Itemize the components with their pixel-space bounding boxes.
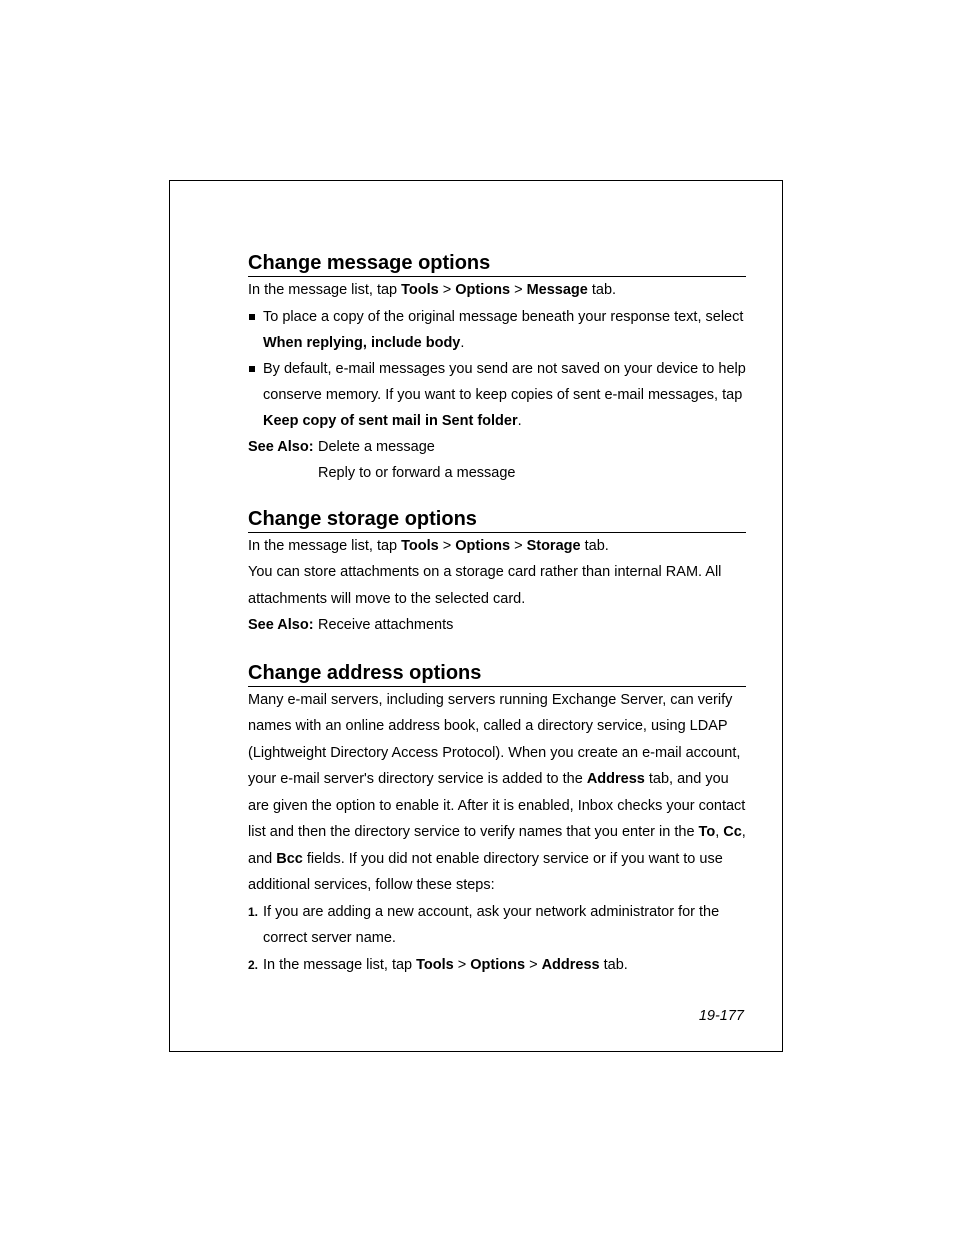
bullet-item: [248, 304, 746, 356]
storage-tab-label: Storage: [526, 537, 581, 554]
cc-label: Cc: [723, 824, 742, 840]
intro-text: In the message list, tap: [248, 537, 402, 554]
options-label: Options: [455, 282, 511, 298]
page-number: 19-177: [698, 1008, 744, 1024]
section-storage-options: [248, 506, 746, 639]
message-tab-label: Message: [526, 282, 588, 298]
see-also-link-reply-forward[interactable]: Reply to or forward a message: [318, 465, 516, 481]
tools-label: Tools: [416, 956, 454, 973]
see-also: [248, 434, 746, 487]
options-label: Options: [455, 537, 511, 554]
section-title-address-options: Change address options: [248, 660, 746, 687]
paragraph-text: Many e-mail servers, including servers running Exchange Server, can verify names with an online address book, called a directory service, using LDAP (Lightweight Directory Access Protocol). When you create an e-mail account, your e-mail server's directory service is added to the: [248, 691, 741, 787]
see-also-link-receive-attachments[interactable]: Receive attachments: [318, 617, 454, 633]
intro-text: In the message list, tap: [248, 282, 402, 298]
message-options-intro: [248, 277, 746, 304]
separator: >: [453, 956, 471, 973]
step-end: tab.: [599, 956, 628, 973]
step-text: In the message list, tap: [263, 956, 417, 973]
step-number: 1.: [248, 904, 259, 919]
step-number: 2.: [248, 957, 259, 972]
bullet-end: .: [517, 412, 522, 429]
see-also-links: [318, 612, 746, 639]
section-address-options: [248, 660, 746, 979]
separator: >: [510, 282, 527, 298]
bullet-bold-text: When replying, include body: [263, 334, 461, 351]
page-content: [248, 250, 746, 978]
step-item: [248, 952, 746, 979]
options-label: Options: [470, 956, 526, 973]
see-also: [248, 612, 746, 639]
see-also-links: [318, 434, 746, 487]
address-paragraph: [248, 687, 746, 899]
section-message-options: [248, 250, 746, 487]
see-also-label: See Also:: [248, 438, 314, 455]
bcc-label: Bcc: [276, 850, 303, 867]
separator: >: [510, 537, 527, 554]
bullet-text: To place a copy of the original message beneath your response text, select: [263, 308, 744, 325]
bullet-bold-text: Keep copy of sent mail in Sent folder: [263, 412, 518, 429]
bullet-item: [248, 356, 746, 434]
paragraph-text: , and: [248, 824, 746, 867]
intro-end: tab.: [587, 282, 617, 298]
address-label: Address: [586, 771, 645, 787]
section-title-storage-options: Change storage options: [248, 506, 746, 533]
bullet-square-icon: [249, 366, 255, 372]
tools-label: Tools: [401, 537, 439, 554]
separator: >: [438, 282, 456, 298]
section-title-message-options: Change message options: [248, 250, 746, 277]
bullet-square-icon: [249, 314, 255, 320]
storage-paragraph: You can store attachments on a storage card rather than internal RAM. All attachments will move to the selected card.: [248, 564, 722, 607]
tools-label: Tools: [401, 282, 439, 298]
storage-options-intro: [248, 533, 746, 560]
bullet-text: By default, e-mail messages you send are not saved on your device to help conserve memory. If you want to keep copies of sent e-mail messages, tap: [263, 360, 746, 403]
address-tab-label: Address: [541, 956, 600, 973]
paragraph-text: ,: [715, 824, 724, 840]
step-item: [248, 899, 746, 952]
paragraph-text: fields. If you did not enable directory service or if you want to use additional services, follow these steps:: [248, 850, 723, 893]
paragraph-text: tab, and you are given the option to enable it. After it is enabled, Inbox checks your contact list and then the directory service to verify names that you enter in the: [248, 771, 746, 840]
separator: >: [525, 956, 542, 973]
to-label: To: [698, 824, 716, 840]
intro-end: tab.: [580, 537, 609, 554]
see-also-link-delete-message[interactable]: Delete a message: [318, 438, 435, 455]
separator: >: [438, 537, 456, 554]
see-also-label: See Also:: [248, 617, 314, 633]
step-text: If you are adding a new account, ask your network administrator for the correct server name.: [263, 903, 720, 946]
bullet-end: .: [460, 334, 465, 351]
